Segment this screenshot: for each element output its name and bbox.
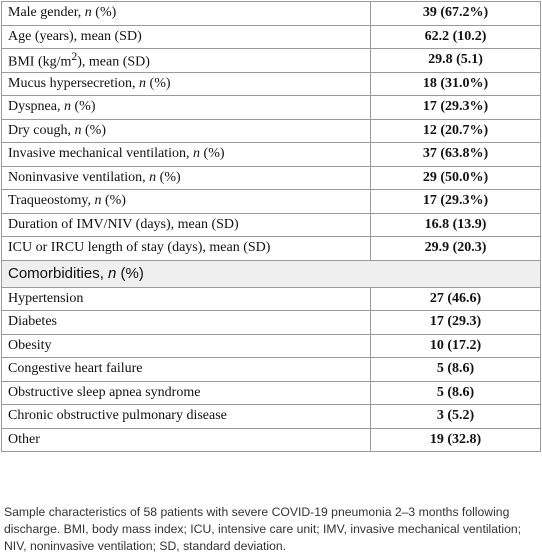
- table-row: [2, 213, 541, 237]
- row-value: 19 (32.8): [371, 428, 541, 452]
- row-value: 16.8 (13.9): [371, 213, 541, 237]
- row-label: Mucus hypersecretion, n (%): [2, 72, 371, 96]
- characteristics-table: [1, 1, 541, 452]
- row-label: Invasive mechanical ventilation, n (%): [2, 143, 371, 167]
- row-label: Age (years), mean (SD): [2, 25, 371, 49]
- row-value: 3 (5.2): [371, 405, 541, 429]
- row-label: Noninvasive ventilation, n (%): [2, 166, 371, 190]
- row-value: 29.9 (20.3): [371, 237, 541, 261]
- row-label: Dyspnea, n (%): [2, 96, 371, 120]
- table-row: [2, 166, 541, 190]
- table-row: [2, 334, 541, 358]
- row-label: ICU or IRCU length of stay (days), mean (SD): [2, 237, 371, 261]
- table-row: [2, 381, 541, 405]
- row-label: Other: [2, 428, 371, 452]
- row-label: Diabetes: [2, 311, 371, 335]
- row-label: Dry cough, n (%): [2, 119, 371, 143]
- row-value: 17 (29.3%): [371, 190, 541, 214]
- row-label: Male gender, n (%): [2, 2, 371, 26]
- row-value: 12 (20.7%): [371, 119, 541, 143]
- table-footnote: Sample characteristics of 58 patients with severe COVID-19 pneumonia 2–3 months following discharge. BMI, body mass index; ICU, intensive care unit; IMV, invasive mechanical ventilation; NIV, noninvasive ventilation; SD, standard deviation.: [4, 505, 522, 554]
- row-value: 5 (8.6): [371, 358, 541, 382]
- row-value: 29 (50.0%): [371, 166, 541, 190]
- table-row: [2, 237, 541, 261]
- row-label: Traqueostomy, n (%): [2, 190, 371, 214]
- table-row: [2, 311, 541, 335]
- table-row: [2, 2, 541, 26]
- table-row: [2, 119, 541, 143]
- row-label: Duration of IMV/NIV (days), mean (SD): [2, 213, 371, 237]
- row-value: 27 (46.6): [371, 287, 541, 311]
- table-row: [2, 405, 541, 429]
- row-value: 37 (63.8%): [371, 143, 541, 167]
- table-row: [2, 49, 541, 73]
- table-row: [2, 25, 541, 49]
- row-value: 17 (29.3%): [371, 96, 541, 120]
- row-label: Hypertension: [2, 287, 371, 311]
- table-row: [2, 143, 541, 167]
- row-label: BMI $(kg/m^2)$, mean (SD): [2, 49, 371, 73]
- row-value: 17 (29.3): [371, 311, 541, 335]
- row-value: 18 (31.0%): [371, 72, 541, 96]
- row-label: Obesity: [2, 334, 371, 358]
- row-value: 10 (17.2): [371, 334, 541, 358]
- table-row: [2, 190, 541, 214]
- section-header-row: [2, 260, 541, 287]
- table-row: [2, 358, 541, 382]
- row-label: Congestive heart failure: [2, 358, 371, 382]
- row-value: 39 (67.2%): [371, 2, 541, 26]
- row-value: 29.8 (5.1): [371, 49, 541, 73]
- row-value: 5 (8.6): [371, 381, 541, 405]
- table-row: [2, 96, 541, 120]
- row-value: 62.2 (10.2): [371, 25, 541, 49]
- table-row: [2, 72, 541, 96]
- table-row: [2, 428, 541, 452]
- row-label: Obstructive sleep apnea syndrome: [2, 381, 371, 405]
- row-label: Chronic obstructive pulmonary disease: [2, 405, 371, 429]
- table-row: [2, 287, 541, 311]
- section-header: Comorbidities, n (%): [2, 260, 541, 287]
